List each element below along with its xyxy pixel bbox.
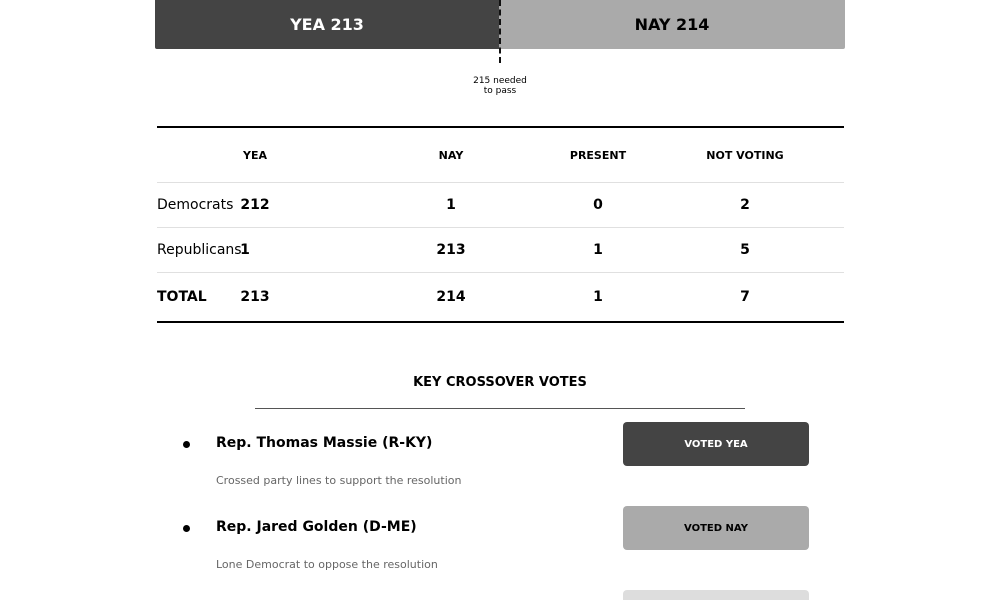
divider xyxy=(255,408,745,409)
threshold-marker xyxy=(499,0,501,63)
cell-yea: 1 xyxy=(240,242,250,258)
cell-yea: 213 xyxy=(240,289,270,305)
crossover-item xyxy=(180,590,810,600)
table-row xyxy=(157,227,844,272)
row-label: Republicans xyxy=(157,242,242,258)
header-present: PRESENT xyxy=(569,148,627,162)
threshold-label-line1: 215 needed xyxy=(473,76,527,86)
cell-not-voting: 2 xyxy=(740,197,750,213)
crossover-item xyxy=(180,506,810,586)
vote-badge: VOTED YEA xyxy=(623,422,809,466)
threshold-label-line2: to pass xyxy=(483,86,517,96)
header-yea: YEA xyxy=(243,148,267,162)
nay-segment: NAY 214 xyxy=(499,0,845,49)
header-nay: NAY xyxy=(438,148,464,162)
vote-description: Crossed party lines to support the resolution xyxy=(216,474,462,487)
table-row-total xyxy=(157,272,844,321)
cell-not-voting: 7 xyxy=(740,289,750,305)
cell-nay: 1 xyxy=(446,197,456,213)
table-row xyxy=(157,182,844,227)
cell-present: 1 xyxy=(593,242,603,258)
bullet-icon xyxy=(183,441,190,448)
bullet-icon xyxy=(183,525,190,532)
cell-present: 1 xyxy=(593,289,603,305)
cell-not-voting: 5 xyxy=(740,242,750,258)
vote-badge: VOTED NAY xyxy=(623,506,809,550)
row-label: TOTAL xyxy=(157,289,207,305)
cell-nay: 213 xyxy=(436,242,466,258)
threshold-label xyxy=(460,76,540,96)
vote-description: Lone Democrat to oppose the resolution xyxy=(216,558,438,571)
header-not-voting: NOT VOTING xyxy=(706,148,784,162)
crossover-title: KEY CROSSOVER VOTES xyxy=(413,375,587,390)
cell-yea: 212 xyxy=(240,197,270,213)
representative-name: Rep. Thomas Massie (R-KY) xyxy=(216,435,433,451)
representative-name: Rep. Jared Golden (D-ME) xyxy=(216,519,417,535)
vote-badge xyxy=(623,590,809,600)
tally-table xyxy=(157,126,844,323)
table-header-row xyxy=(157,128,844,182)
cell-nay: 214 xyxy=(436,289,466,305)
cell-present: 0 xyxy=(593,197,603,213)
crossover-item xyxy=(180,422,810,502)
row-label: Democrats xyxy=(157,197,234,213)
yea-segment: YEA 213 xyxy=(155,0,499,49)
